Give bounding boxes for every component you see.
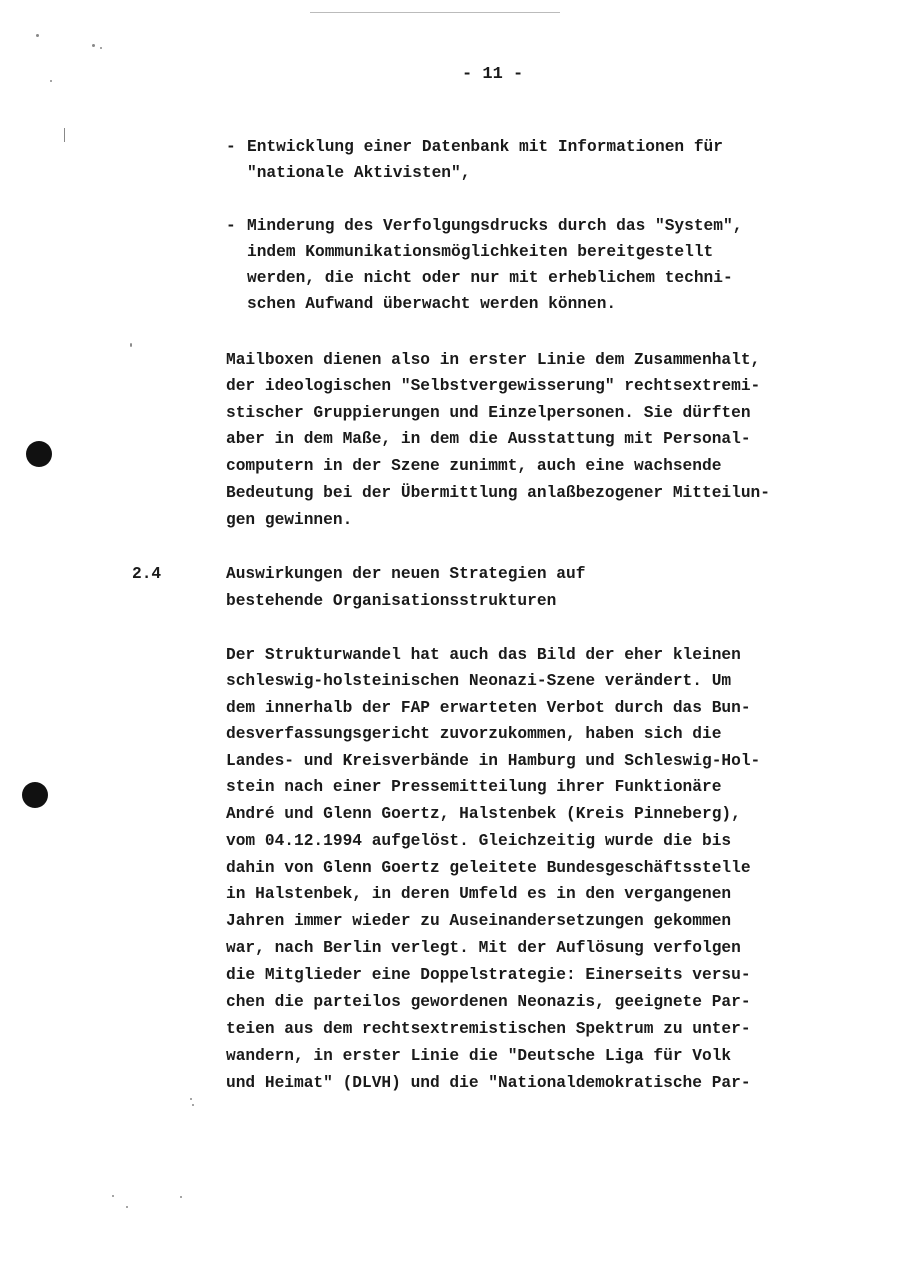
paragraph-line: Bedeutung bei der Übermittlung anlaßbezogener Mitteilun- [226, 484, 770, 502]
bullet-text-line: Minderung des Verfolgungsdrucks durch das "System", [247, 217, 743, 235]
page-number: - 11 - [462, 65, 524, 84]
scan-speck [36, 34, 39, 37]
section-number: 2.4 [132, 565, 162, 583]
bullet-text-line: indem Kommunikationsmöglichkeiten bereitgestellt [247, 243, 714, 261]
paragraph-line: Jahren immer wieder zu Auseinandersetzungen gekommen [226, 912, 732, 930]
scan-speck [100, 47, 102, 49]
section-title-line: bestehende Organisationsstrukturen [226, 592, 557, 610]
paragraph-line: aber in dem Maße, in dem die Ausstattung mit Personal- [226, 430, 751, 448]
scan-speck [64, 128, 65, 142]
paragraph-line: dem innerhalb der FAP erwarteten Verbot durch das Bun- [226, 699, 751, 717]
paragraph-line: und Heimat" (DLVH) und die "Nationaldemokratische Par- [226, 1074, 751, 1092]
scan-speck [190, 1098, 192, 1100]
scan-speck [126, 1206, 128, 1208]
scan-speck [92, 44, 95, 47]
paragraph-line: André und Glenn Goertz, Halstenbek (Kreis Pinneberg), [226, 805, 741, 823]
paragraph-line: computern in der Szene zunimmt, auch eine wachsende [226, 457, 722, 475]
section-title-line: Auswirkungen der neuen Strategien auf [226, 565, 586, 583]
paragraph-line: in Halstenbek, in deren Umfeld es in den vergangenen [226, 885, 732, 903]
paragraph-line: chen die parteilos gewordenen Neonazis, geeignete Par- [226, 993, 751, 1011]
paragraph-line: die Mitglieder eine Doppelstrategie: Einerseits versu- [226, 966, 751, 984]
scan-speck [130, 343, 132, 347]
paragraph-line: der ideologischen "Selbstvergewisserung" rechtsextremi- [226, 377, 761, 395]
paragraph-line: desverfassungsgericht zuvorzukommen, haben sich die [226, 725, 722, 743]
paragraph-line: teien aus dem rechtsextremistischen Spektrum zu unter- [226, 1020, 751, 1038]
scan-speck [112, 1195, 114, 1197]
paragraph-line: gen gewinnen. [226, 511, 353, 529]
scan-speck [192, 1104, 194, 1106]
bullet-text-line: werden, die nicht oder nur mit erheblichem techni- [247, 269, 733, 287]
paragraph-line: war, nach Berlin verlegt. Mit der Auflösung verfolgen [226, 939, 741, 957]
paragraph-line: wandern, in erster Linie die "Deutsche Liga für Volk [226, 1047, 732, 1065]
scan-speck [50, 80, 52, 82]
scan-speck [180, 1196, 182, 1198]
bullet-marker: - [226, 217, 236, 235]
paragraph-line: stischer Gruppierungen und Einzelpersonen. Sie dürften [226, 404, 751, 422]
paragraph-line: Der Strukturwandel hat auch das Bild der eher kleinen [226, 646, 741, 664]
punch-hole-top [26, 441, 52, 467]
bullet-text-line: schen Aufwand überwacht werden können. [247, 295, 617, 313]
bullet-text-line: "nationale Aktivisten", [247, 164, 471, 182]
paragraph-line: stein nach einer Pressemitteilung ihrer Funktionäre [226, 778, 722, 796]
paragraph-line: Mailboxen dienen also in erster Linie dem Zusammenhalt, [226, 351, 761, 369]
paragraph-line: vom 04.12.1994 aufgelöst. Gleichzeitig wurde die bis [226, 832, 732, 850]
bullet-marker: - [226, 138, 236, 156]
punch-hole-bottom [22, 782, 48, 808]
paragraph-line: dahin von Glenn Goertz geleitete Bundesgeschäftsstelle [226, 859, 751, 877]
paragraph-line: Landes- und Kreisverbände in Hamburg und Schleswig-Hol- [226, 752, 761, 770]
scan-artifact-top [310, 12, 560, 13]
paragraph-line: schleswig-holsteinischen Neonazi-Szene verändert. Um [226, 672, 732, 690]
bullet-text-line: Entwicklung einer Datenbank mit Informationen für [247, 138, 723, 156]
